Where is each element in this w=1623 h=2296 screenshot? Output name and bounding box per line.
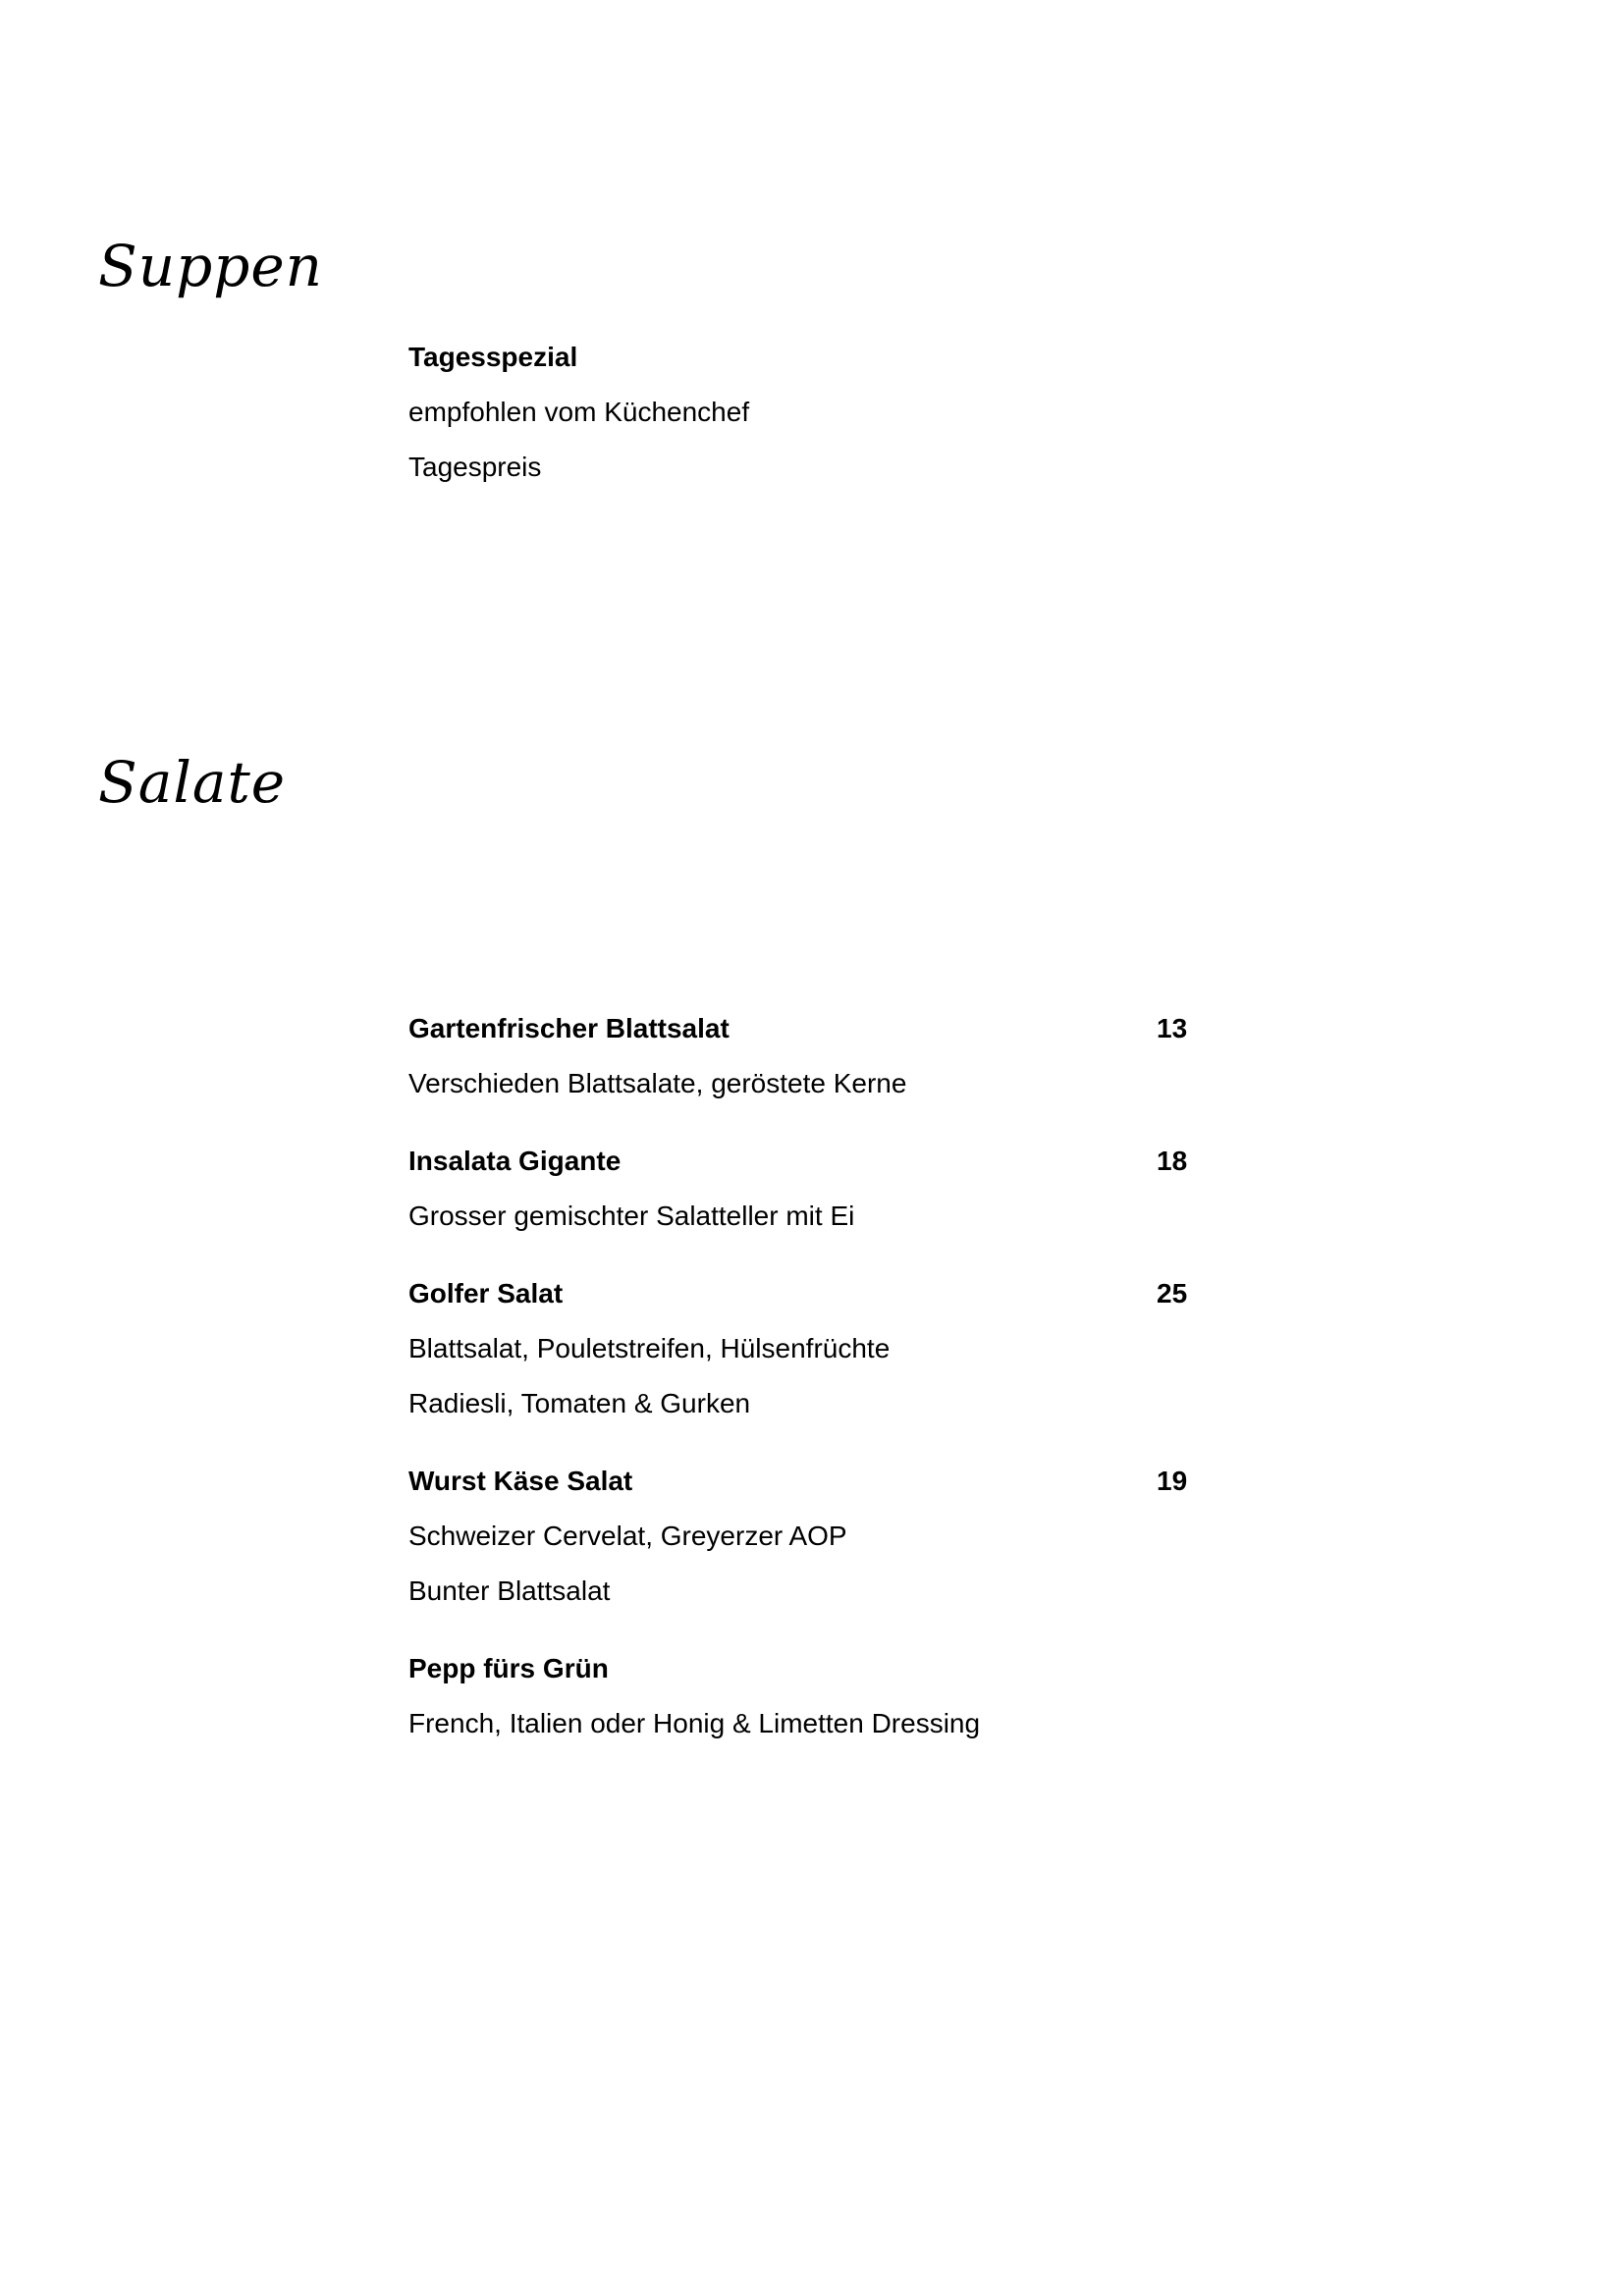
menu-item-name: Tagesspezial	[408, 342, 578, 372]
menu-item-description: Verschieden Blattsalate, geröstete Kerne	[408, 1068, 907, 1098]
menu-item-name: Gartenfrischer Blattsalat	[408, 1013, 730, 1043]
menu-item-name: Insalata Gigante	[408, 1146, 622, 1176]
menu-item-insalata-gigante	[408, 1144, 1194, 1234]
menu-item-description: Schweizer Cervelat, Greyerzer AOP	[408, 1521, 847, 1551]
menu-item-name: Wurst Käse Salat	[408, 1466, 633, 1496]
menu-item-price: 18	[1157, 1146, 1188, 1176]
menu-item-price: 19	[1157, 1466, 1188, 1496]
menu-item-name: Golfer Salat	[408, 1278, 564, 1308]
menu-item-price: 25	[1157, 1278, 1188, 1308]
menu-item-header	[408, 340, 1194, 375]
menu-item-golfer-salat	[408, 1276, 1194, 1421]
menu-item-price: 13	[1157, 1013, 1188, 1043]
section-title-salate: Salate	[98, 749, 287, 816]
menu-item-header	[408, 1011, 1194, 1046]
menu-item-description: Bunter Blattsalat	[408, 1575, 611, 1606]
menu-item-description: Radiesli, Tomaten & Gurken	[408, 1388, 751, 1418]
menu-item-pepp-fuers-gruen	[408, 1651, 1194, 1741]
menu-item-description: empfohlen vom Küchenchef	[408, 397, 750, 427]
menu-item-description: French, Italien oder Honig & Limetten Dressing	[408, 1708, 981, 1738]
salad-menu	[408, 1011, 1194, 1741]
menu-item-price-note: Tagespreis	[408, 452, 542, 482]
menu-item-description: Blattsalat, Pouletstreifen, Hülsenfrüchte	[408, 1333, 891, 1363]
soup-menu	[408, 340, 1194, 485]
section-title-suppen: Suppen	[98, 233, 324, 299]
menu-item-header	[408, 1651, 1194, 1686]
menu-item-tagesspezial	[408, 340, 1194, 485]
menu-item-header	[408, 1464, 1194, 1499]
menu-item-header	[408, 1144, 1194, 1179]
menu-item-description: Grosser gemischter Salatteller mit Ei	[408, 1201, 855, 1231]
menu-item-gartenfrischer-blattsalat	[408, 1011, 1194, 1101]
menu-item-wurst-kaese-salat	[408, 1464, 1194, 1609]
menu-item-header	[408, 1276, 1194, 1311]
menu-item-name: Pepp fürs Grün	[408, 1653, 609, 1683]
